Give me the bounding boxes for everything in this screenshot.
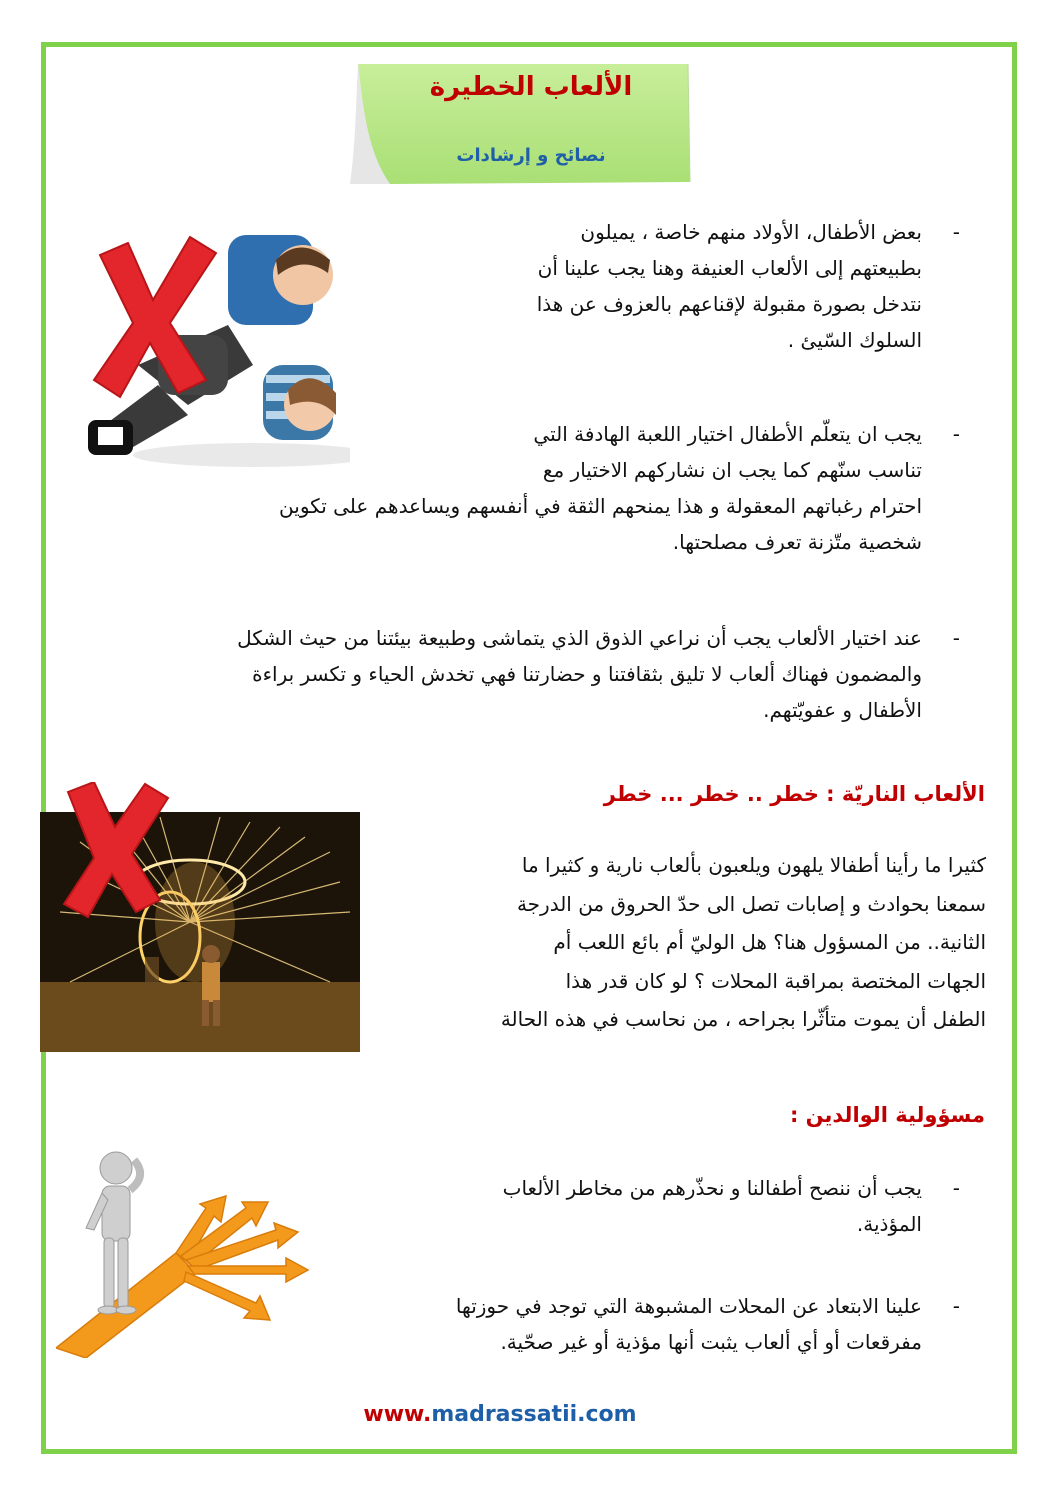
fireworks-line-2: سمعنا بحوادث و إصابات تصل الى حدّ الحروق من الدرجة bbox=[516, 891, 986, 916]
fireworks-image bbox=[40, 782, 362, 1052]
page-subtitle: نصائح و إرشادات bbox=[456, 145, 606, 166]
fireworks-line-3: الثانية.. من المسؤول هنا؟ هل الوليّ أم بائع اللعب أم bbox=[553, 930, 986, 954]
tip-3-line-1: عند اختيار الألعاب يجب أن نراعي الذوق الذي يتماشى وطبيعة بيئتنا من حيث الشكل bbox=[237, 626, 922, 650]
parents-item-1 bbox=[360, 1170, 960, 1250]
fireworks-line-4: الجهات المختصة بمراقبة المحلات ؟ لو كان قدر هذا bbox=[565, 968, 986, 993]
fireworks-paragraph bbox=[372, 846, 986, 1039]
tip-2-line-3: احترام رغباتهم المعقولة و هذا يمنحهم الثقة في أنفسهم ويساعدهم على تكوين bbox=[279, 494, 922, 518]
parents-item-2 bbox=[340, 1288, 960, 1368]
parents-item-1-line-2: المؤذية. bbox=[856, 1212, 922, 1236]
decision-figure-image bbox=[56, 1138, 324, 1358]
tip-3 bbox=[60, 620, 960, 735]
tip-2-line-4: شخصية متّزنة تعرف مصلحتها. bbox=[672, 530, 922, 554]
parents-heading: مسؤولية الوالدين : bbox=[789, 1103, 985, 1127]
website-www: www. bbox=[363, 1402, 432, 1427]
parents-item-1-line-1: يجب أن ننصح أطفالنا و نحذّرهم من مخاطر الألعاب bbox=[502, 1176, 922, 1200]
tip-1 bbox=[360, 214, 960, 364]
fireworks-line-1: كثيرا ما رأينا أطفالا يلهون ويلعبون بألعاب نارية و كثيرا ما bbox=[521, 853, 986, 877]
tip-3-line-2: والمضمون فهناك ألعاب لا تليق بثقافتنا و حضارتنا فهي تخدش الحياء و تكسر براءة bbox=[252, 662, 922, 686]
bullet-dash: - bbox=[952, 1294, 960, 1318]
tip-3-line-3: الأطفال و عفويّتهم. bbox=[763, 698, 922, 722]
tip-1-line-4: السلوك السّيئ . bbox=[787, 328, 922, 352]
tip-1-line-3: نتدخل بصورة مقبولة لإقناعهم بالعزوف عن هذا bbox=[536, 292, 922, 316]
tip-2-line-1: يجب ان يتعلّم الأطفال اختيار اللعبة الهادفة التي bbox=[533, 422, 922, 446]
tip-2 bbox=[100, 416, 960, 566]
bullet-dash: - bbox=[952, 626, 960, 650]
tip-1-line-1: بعض الأطفال، الأولاد منهم خاصة ، يميلون bbox=[580, 220, 922, 244]
title-banner bbox=[350, 60, 692, 186]
tip-2-line-2: تناسب سنّهم كما يجب ان نشاركهم الاختيار مع bbox=[542, 458, 922, 482]
parents-item-2-line-1: علينا الابتعاد عن المحلات المشبوهة التي توجد في حوزتها bbox=[455, 1294, 922, 1318]
website-domain: madrassatii.com bbox=[431, 1402, 637, 1427]
fireworks-line-5: الطفل أن يموت متأثّرا بجراحه ، من نحاسب في هذه الحالة bbox=[500, 1007, 986, 1031]
bullet-dash: - bbox=[952, 220, 960, 244]
parents-item-2-line-2: مفرقعات أو أي ألعاب يثبت أنها مؤذية أو غير صحّية. bbox=[500, 1330, 922, 1354]
fireworks-heading: الألعاب الناريّة : خطر .. خطر ... خطر bbox=[603, 782, 985, 806]
bullet-dash: - bbox=[952, 422, 960, 446]
tip-1-line-2: بطبيعتهم إلى الألعاب العنيفة وهنا يجب علينا أن bbox=[537, 256, 922, 280]
page-title: الألعاب الخطيرة bbox=[429, 72, 633, 102]
bullet-dash: - bbox=[952, 1176, 960, 1200]
website-link[interactable] bbox=[350, 1402, 650, 1427]
